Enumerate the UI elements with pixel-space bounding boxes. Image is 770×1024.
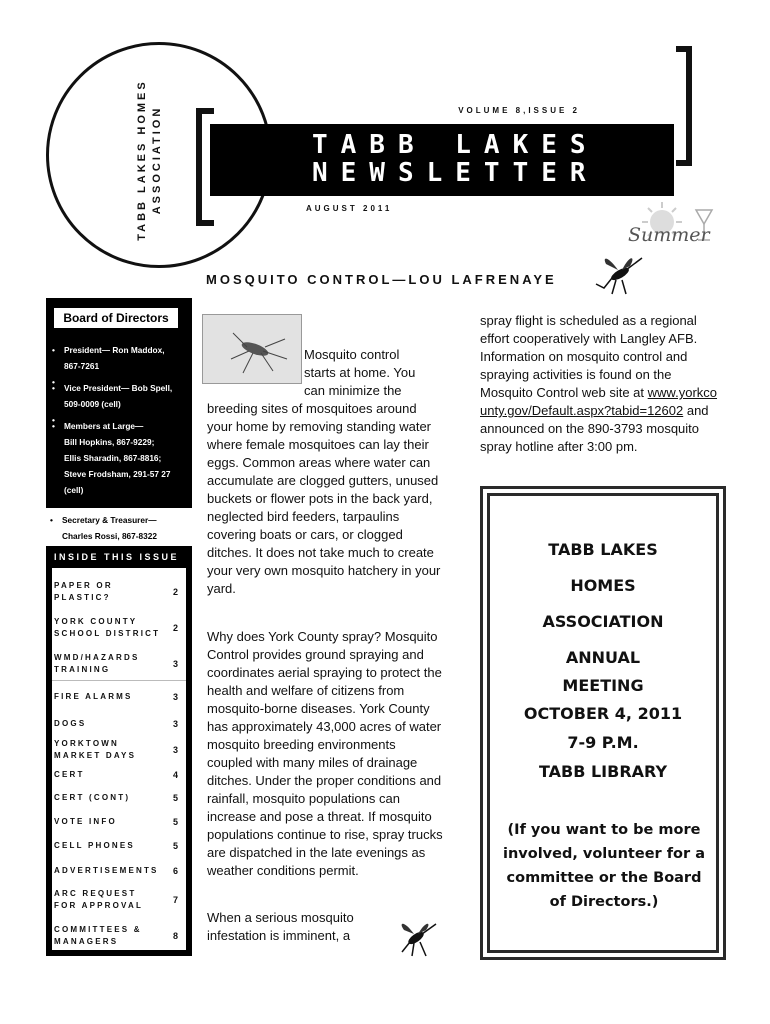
article-paragraph-2: Why does York County spray? Mosquito Control provides ground spraying and coordinates aerial spraying to protect the health and welfare of citizens from mosquito-borne diseases. York County has approximately 43,000 acres of water mosquito breeding environments coupled with many miles of drainage ditches. Under the proper conditions and rainfall, mosquito populations can increase and pose a threat. If mosquito populations continue to rise, spray trucks are dispatched in the late evenings as weather conditions permit. (207, 629, 443, 878)
board-members-label: Members at Large— (64, 421, 144, 431)
title-line-2: NEWSLETTER (312, 158, 599, 188)
toc-divider (52, 680, 186, 681)
secretary-name: Charles Rossi, 867-8322 (62, 531, 158, 541)
article-intro (304, 346, 444, 400)
board-member-3: Steve Frodsham, 291-57 27 (64, 469, 171, 479)
toc-label: ADVERTISEMENTS (54, 866, 159, 875)
secretary-treasurer (46, 512, 192, 544)
board-vice-president (48, 380, 188, 412)
board-title: Board of Directors (52, 306, 180, 330)
toc-label: WMD/HAZARDS TRAINING (54, 653, 140, 674)
volunteer-call-to-action: (If you want to be more involved, volunteer for a committee or the Board of Directors.) (503, 822, 705, 910)
article-col2-text: spray flight is scheduled as a regional effort cooperatively with Langley AFB. Information on mosquito control and spraying activities is found on the Mosquito Control web site at (480, 313, 698, 400)
title-line-1: TABB LAKES (312, 130, 599, 160)
meeting-time: 7-9 P.M. (567, 733, 639, 752)
toc-row[interactable] (54, 865, 178, 877)
toc-label: VOTE INFO (54, 817, 117, 826)
article-paragraph-1: breeding sites of mosquitoes around your home by removing standing water where female mosquitoes can lay their eggs. Common areas where water can accumulate are clogged gutters, unused buckets or flower pots in the back yard, neglected bird feeders, tarpaulins covering boats or cars, or clogged ditches. It does not take much to create your very own mosquito hatchery in your yard. (207, 401, 441, 596)
toc-page: 3 (172, 719, 178, 729)
mosquito-icon-small (392, 912, 440, 960)
summer-label: Summer (628, 224, 710, 246)
toc-row[interactable] (54, 738, 178, 762)
toc-label: COMMITTEES & MANAGERS (54, 925, 142, 946)
article-paragraph-3: When a serious mosquito infestation is imminent, a (207, 910, 354, 943)
meeting-line: ASSOCIATION (542, 612, 664, 631)
toc-page: 2 (172, 623, 178, 633)
article-col2-text-end: and announced on the 890-3793 mosquito spray hotline after 3:00 pm. (480, 403, 709, 454)
toc-label: DOGS (54, 719, 87, 728)
board-president (48, 342, 188, 374)
board-vp-phone: 509-0009 (cell) (64, 399, 121, 409)
meeting-location: TABB LIBRARY (538, 762, 668, 781)
toc-label: CELL PHONES (54, 841, 135, 850)
article-headline: MOSQUITO CONTROL—LOU LAFRENAYE (206, 272, 557, 287)
volume-issue: VOLUME 8,ISSUE 2 (458, 106, 580, 115)
toc-row[interactable] (54, 924, 178, 948)
toc-label: CERT (54, 770, 85, 779)
meeting-line: HOMES (570, 576, 636, 595)
toc-page: 5 (172, 841, 178, 851)
toc-row[interactable] (54, 652, 178, 676)
toc-row[interactable] (54, 816, 178, 828)
secretary-label: Secretary & Treasurer— (62, 515, 157, 525)
toc-label: YORKTOWN MARKET DAYS (54, 739, 137, 760)
issue-date: AUGUST 2011 (306, 204, 393, 213)
title-bar (210, 124, 674, 196)
mosquito-photo (202, 314, 302, 384)
toc-row[interactable] (54, 840, 178, 852)
mosquito-icon (590, 250, 646, 300)
toc-label: ARC REQUEST FOR APPROVAL (54, 889, 144, 910)
toc-row[interactable] (54, 888, 178, 912)
toc-page: 3 (172, 692, 178, 702)
org-name-text: TABB LAKES HOMES ASSOCIATION (136, 79, 163, 241)
meeting-line: TABB LAKES (548, 540, 658, 559)
meeting-line: ANNUAL (565, 648, 641, 667)
toc-row[interactable] (54, 580, 178, 604)
toc-label: FIRE ALARMS (54, 692, 133, 701)
toc-page: 5 (172, 817, 178, 827)
toc-label: YORK COUNTY SCHOOL DISTRICT (54, 617, 161, 638)
toc-page: 2 (172, 587, 178, 597)
toc-page: 6 (172, 866, 178, 876)
toc-page: 7 (172, 895, 178, 905)
board-members-at-large (48, 418, 188, 498)
toc-label: CERT (CONT) (54, 793, 131, 802)
toc-label: PAPER OR PLASTIC? (54, 581, 113, 602)
article-column-2 (480, 312, 720, 456)
toc-page: 3 (172, 745, 178, 755)
inside-this-issue (46, 546, 192, 956)
board-vp-name: Vice President— Bob Spell, (64, 383, 173, 393)
article-intro-line: can minimize the (304, 383, 402, 398)
board-member-1: Bill Hopkins, 867-9229; (64, 437, 155, 447)
board-president-phone: 867-7261 (64, 361, 100, 371)
article-intro-line: starts at home. You (304, 365, 416, 380)
toc-row[interactable] (54, 718, 178, 730)
mosquito-control-link[interactable]: www.yorkcounty.gov/Default.aspx?tabid=12602 (480, 385, 718, 418)
annual-meeting-box (480, 486, 726, 960)
inside-heading: INSIDE THIS ISSUE (52, 546, 186, 568)
article-intro-line: Mosquito control (304, 347, 400, 362)
toc-page: 5 (172, 793, 178, 803)
toc-page: 4 (172, 770, 178, 780)
secretary-item (46, 512, 192, 544)
toc-row[interactable] (54, 616, 178, 640)
org-name-vertical (120, 60, 180, 260)
toc-page: 8 (172, 931, 178, 941)
right-bracket (676, 46, 692, 166)
meeting-date: OCTOBER 4, 2011 (523, 704, 683, 723)
toc-page: 3 (172, 659, 178, 669)
board-member-2: Ellis Sharadin, 867-8816; (64, 453, 162, 463)
toc-row[interactable] (54, 769, 178, 781)
board-president-name: President— Ron Maddox, (64, 345, 165, 355)
toc-row[interactable] (54, 792, 178, 804)
board-of-directors-box (46, 298, 192, 508)
meeting-line: MEETING (562, 676, 644, 695)
board-member-3-cell: (cell) (64, 485, 84, 495)
toc-row[interactable] (54, 691, 178, 703)
